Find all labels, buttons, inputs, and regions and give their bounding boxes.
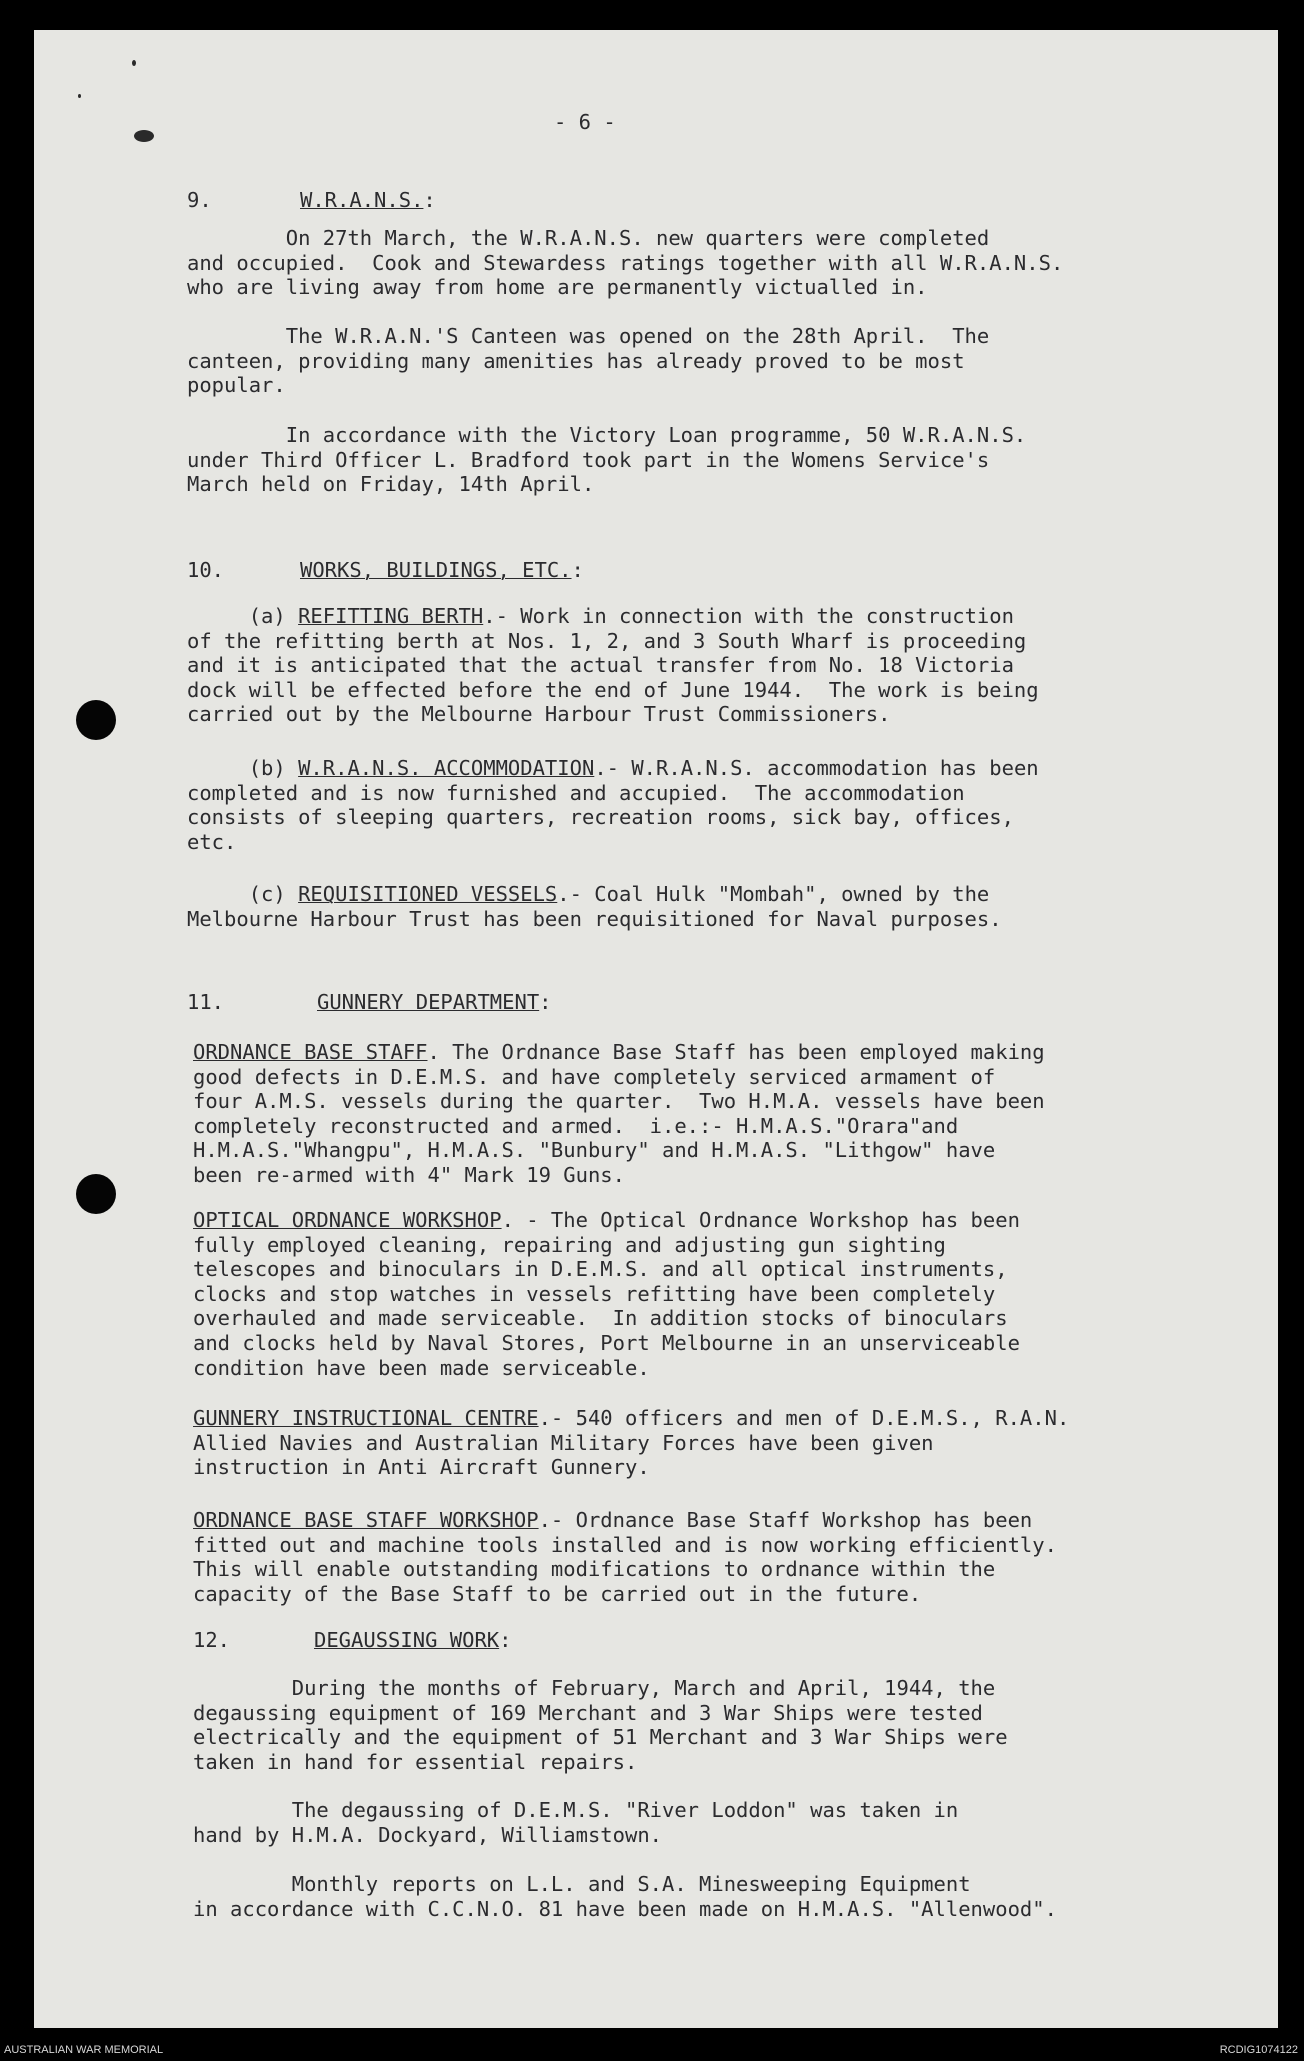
- page-number: - 6 -: [554, 110, 616, 134]
- section-number: 9.: [187, 188, 212, 212]
- paragraph-text: .- W.R.A.N.S. accommodation has been: [594, 756, 1039, 780]
- item-label: (b): [187, 756, 299, 780]
- subsection-b: [187, 756, 1039, 854]
- paragraph-text: fitted out and machine tools installed and is now working efficiently. This will enable outstanding modifications to ordnance within the capacity of the Base Staff to be carried out in the future.: [193, 1532, 1057, 1606]
- heading-colon: :: [499, 1628, 512, 1652]
- document-page: [34, 30, 1278, 2028]
- footer-archive-label: AUSTRALIAN WAR MEMORIAL: [4, 2044, 164, 2056]
- section-title: GUNNERY DEPARTMENT: [317, 990, 540, 1014]
- paragraph-text: good defects in D.E.M.S. and have completely serviced armament of four A.M.S. vessels during the quarter. Two H.M.A. vessels have been completely reconstructed and armed. i.e.:- H.M.A.S."Orara"and H.M.A.S."Whangpu", H.M.A.S. "Bunbury" and H.M.A.S. "Lithgow" have been re-armed with 4" Mark 19 Guns.: [193, 1064, 1045, 1187]
- subsection-title: GUNNERY INSTRUCTIONAL CENTRE: [193, 1406, 539, 1430]
- paragraph-text: .- Work in connection with the construction: [483, 604, 1014, 628]
- ordnance-base-staff-paragraph: [193, 1040, 1045, 1188]
- ink-stain: [134, 130, 154, 142]
- punch-hole: [76, 700, 116, 740]
- section-12-heading: [193, 1628, 512, 1653]
- item-label: (a): [187, 604, 299, 628]
- subsection-title: ORDNANCE BASE STAFF WORKSHOP: [193, 1508, 539, 1532]
- paragraph-text: Allied Navies and Australian Military Forces have been given instruction in Anti Aircraft Gunnery.: [193, 1430, 934, 1480]
- subsection-a: [187, 604, 1039, 727]
- section-title: W.R.A.N.S.: [300, 188, 424, 212]
- subsection-title: REFITTING BERTH: [298, 604, 484, 628]
- paragraph-text: of the refitting berth at Nos. 1, 2, and 3 South Wharf is proceeding and it is anticipated that the actual transfer from No. 18 Victoria dock will be effected before the end of June 1944. The work is being carried out by the Melbourne Harbour Trust Commissioners.: [187, 628, 1039, 727]
- heading-colon: :: [539, 990, 552, 1014]
- subsection-c: [187, 882, 1002, 931]
- paragraph-text: .- 540 officers and men of D.E.M.S., R.A.N.: [538, 1406, 1070, 1430]
- section-9-heading: [187, 188, 436, 213]
- heading-colon: :: [571, 558, 584, 582]
- optical-ordnance-workshop-paragraph: [193, 1208, 1020, 1380]
- ordnance-base-staff-workshop-paragraph: [193, 1508, 1057, 1606]
- section-title: WORKS, BUILDINGS, ETC.: [300, 558, 572, 582]
- paragraph-text: completed and is now furnished and accupied. The accommodation consists of sleeping quarters, recreation rooms, sick bay, offices, etc.: [187, 780, 1014, 854]
- paragraph: Monthly reports on L.L. and S.A. Minesweeping Equipment in accordance with C.C.N.O. 81 have been made on H.M.A.S. "Allenwood".: [193, 1872, 1057, 1921]
- paragraph-text: .- Coal Hulk "Mombah", owned by the: [557, 882, 990, 906]
- footer-record-id: RCDIG1074122: [1219, 2044, 1298, 2056]
- gunnery-instructional-centre-paragraph: [193, 1406, 1069, 1480]
- paragraph: On 27th March, the W.R.A.N.S. new quarters were completed and occupied. Cook and Stewardess ratings together with all W.R.A.N.S. who are living away from home are permanently victualled in.: [187, 226, 1064, 300]
- section-number: 10.: [187, 558, 225, 582]
- paragraph-text: .- Ordnance Base Staff Workshop has been: [538, 1508, 1033, 1532]
- item-label: (c): [187, 882, 299, 906]
- paragraph: The degaussing of D.E.M.S. "River Loddon" was taken in hand by H.M.A. Dockyard, Williamstown.: [193, 1798, 959, 1847]
- paragraph: During the months of February, March and April, 1944, the degaussing equipment of 169 Merchant and 3 War Ships were tested electrically and the equipment of 51 Merchant and 3 War Ships were taken in hand for essential repairs.: [193, 1676, 1008, 1774]
- paragraph: The W.R.A.N.'S Canteen was opened on the 28th April. The canteen, providing many amenities has already proved to be most popular.: [187, 324, 990, 398]
- section-number: 11.: [187, 990, 225, 1014]
- section-number: 12.: [193, 1628, 231, 1652]
- section-10-heading: [187, 558, 584, 583]
- subsection-title: OPTICAL ORDNANCE WORKSHOP: [193, 1208, 502, 1232]
- heading-colon: :: [423, 188, 436, 212]
- subsection-title: ORDNANCE BASE STAFF: [193, 1040, 428, 1064]
- paragraph-text: fully employed cleaning, repairing and adjusting gun sighting telescopes and binoculars in D.E.M.S. and all optical instruments, clocks and stop watches in vessels refitting have been completely overhauled and made serviceable. In addition stocks of binoculars and clocks held by Naval Stores, Port Melbourne in an unserviceable condition have been made serviceable.: [193, 1232, 1020, 1380]
- paragraph-text: Melbourne Harbour Trust has been requisitioned for Naval purposes.: [187, 906, 1002, 931]
- paragraph-text: . The Ordnance Base Staff has been employed making: [427, 1040, 1045, 1064]
- subsection-title: W.R.A.N.S. ACCOMMODATION: [298, 756, 595, 780]
- section-title: DEGAUSSING WORK: [314, 1628, 500, 1652]
- ink-speck: [132, 60, 136, 66]
- ink-speck: [78, 94, 81, 98]
- paragraph-text: . - The Optical Ordnance Workshop has been: [501, 1208, 1020, 1232]
- subsection-title: REQUISITIONED VESSELS: [298, 882, 558, 906]
- section-11-heading: [187, 990, 552, 1015]
- punch-hole: [76, 1174, 116, 1214]
- paragraph: In accordance with the Victory Loan programme, 50 W.R.A.N.S. under Third Officer L. Bradford took part in the Womens Service's March held on Friday, 14th April.: [187, 423, 1027, 497]
